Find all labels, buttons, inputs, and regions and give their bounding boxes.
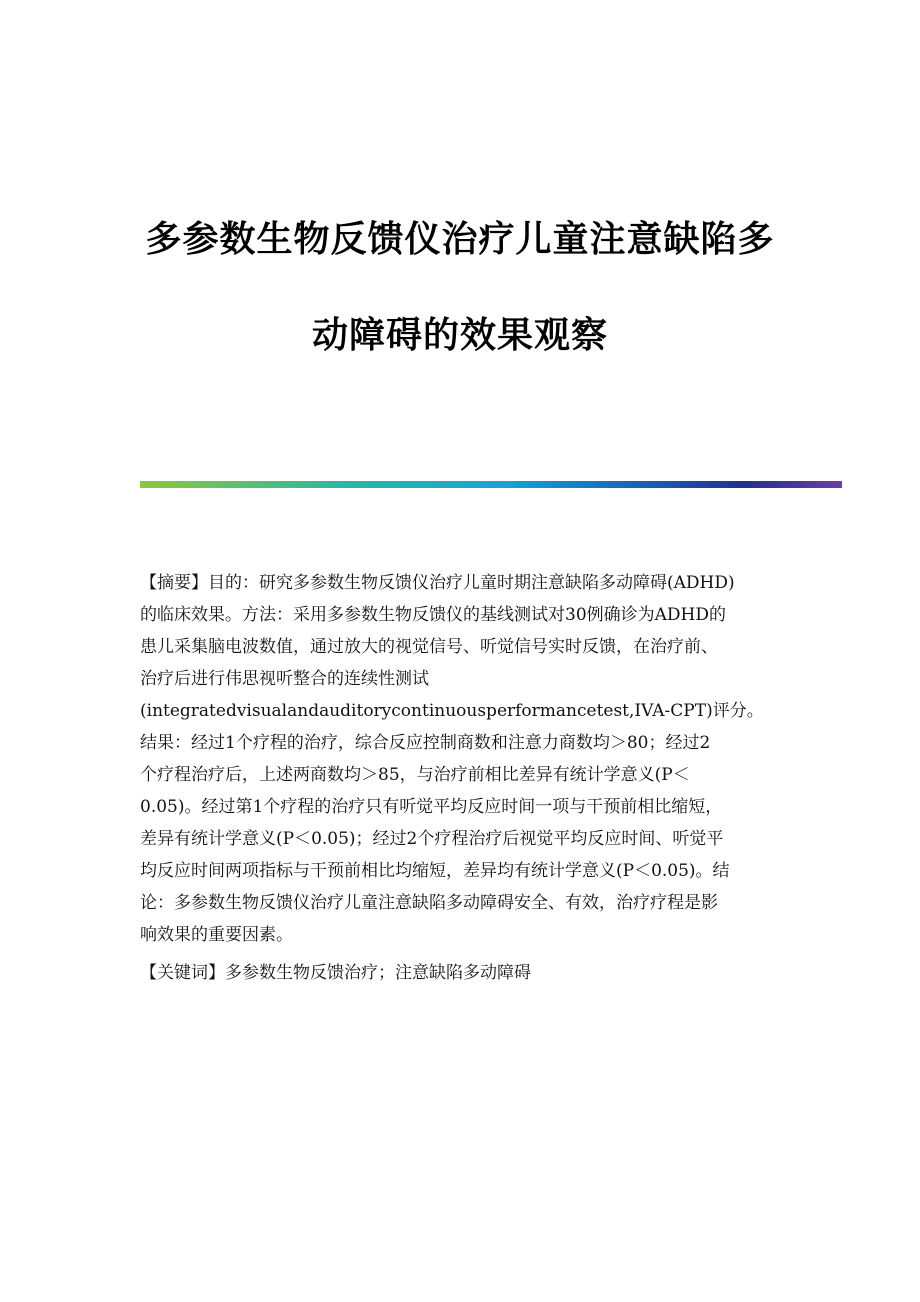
abstract-line: 治疗后进行伟思视听整合的连续性测试	[140, 669, 429, 689]
abstract-line: 结果：经过1个疗程的治疗，综合反应控制商数和注意力商数均＞80；经过2	[140, 733, 711, 753]
abstract-line: 论：多参数生物反馈仪治疗儿童注意缺陷多动障碍安全、有效，治疗疗程是影	[140, 893, 718, 913]
abstract-line: 响效果的重要因素。	[140, 925, 293, 945]
abstract-section	[140, 567, 780, 989]
abstract-line: 患儿采集脑电波数值，通过放大的视觉信号、听觉信号实时反馈，在治疗前、	[140, 637, 718, 657]
abstract-line: 均反应时间两项指标与干预前相比均缩短，差异均有统计学意义(P＜0.05)。结	[140, 861, 730, 881]
abstract-line: 差异有统计学意义(P＜0.05)；经过2个疗程治疗后视觉平均反应时间、听觉平	[140, 829, 724, 849]
keywords-line: 【关键词】多参数生物反馈治疗；注意缺陷多动障碍	[140, 963, 531, 983]
document-title-line-2: 动障碍的效果观察	[311, 315, 608, 356]
document-title-line-1: 多参数生物反馈仪治疗儿童注意缺陷多	[145, 219, 775, 260]
abstract-line: 0.05)。经过第1个疗程的治疗只有听觉平均反应时间一项与干预前相比缩短，	[140, 797, 723, 817]
abstract-line: (integratedvisualandauditorycontinuousperformancetest,IVA-CPT)评分。	[140, 701, 764, 721]
abstract-line: 个疗程治疗后，上述两商数均＞85，与治疗前相比差异有统计学意义(P＜	[140, 765, 690, 785]
abstract-line: 【摘要】目的：研究多参数生物反馈仪治疗儿童时期注意缺陷多动障碍(ADHD)	[140, 573, 735, 593]
gradient-divider	[140, 481, 842, 488]
abstract-line: 的临床效果。方法：采用多参数生物反馈仪的基线测试对30例确诊为ADHD的	[140, 605, 726, 625]
